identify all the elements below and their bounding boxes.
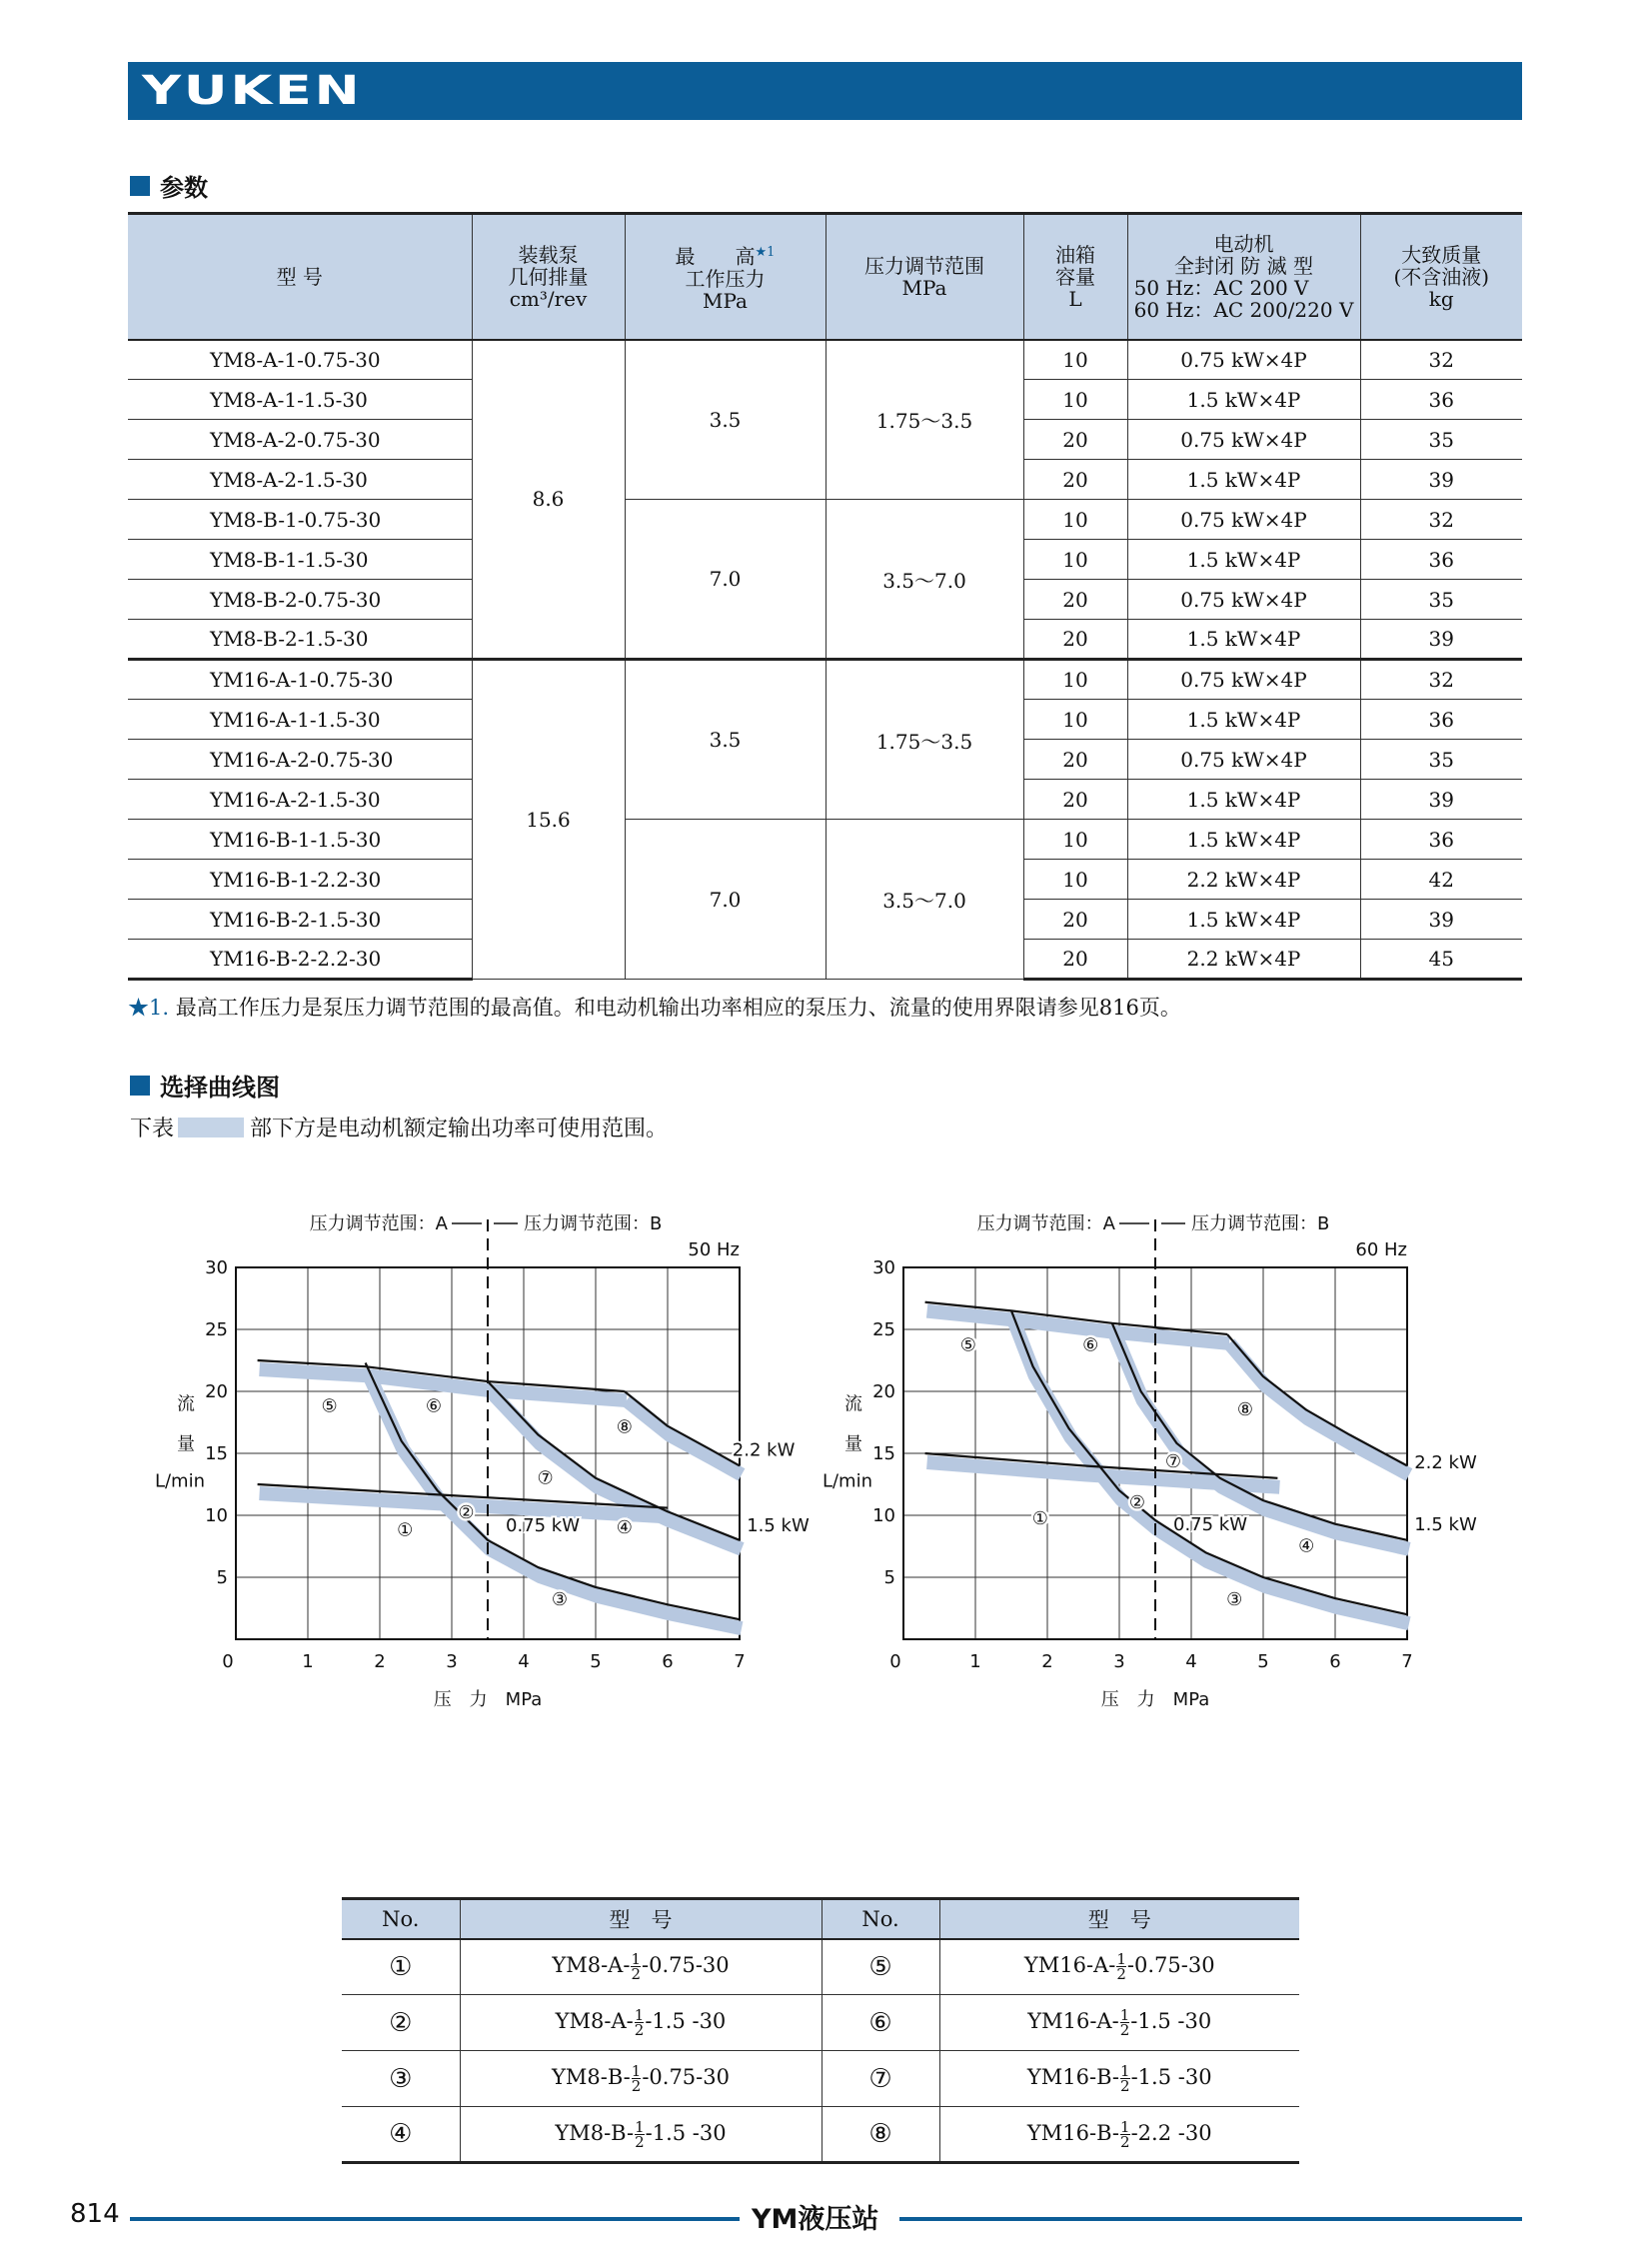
frequency-label: 50 Hz [688, 1239, 740, 1260]
y-tick-label: 30 [872, 1257, 895, 1278]
half-fraction [635, 2117, 645, 2151]
x-tick-label: 0 [222, 1651, 234, 1672]
model-cell: YM16-A-1-1.5-30 [128, 700, 472, 740]
model-cell: YM8-B-1-0.75-30 [128, 500, 472, 540]
legend-no-cell: ④ [342, 2107, 460, 2163]
spec-row [128, 340, 1522, 380]
legend-no-cell: ① [342, 1939, 460, 1995]
model-cell: YM16-B-1-1.5-30 [128, 820, 472, 860]
motor-cell: 2.2 kW×4P [1127, 860, 1360, 900]
motor-cell: 1.5 kW×4P [1127, 780, 1360, 820]
model-cell: YM16-B-1-2.2-30 [128, 860, 472, 900]
curve-marker: ③ [1226, 1588, 1243, 1610]
model-suffix: -1.5 -30 [645, 2009, 727, 2033]
mass-cell: 32 [1360, 340, 1522, 380]
curve-marker: ② [458, 1502, 475, 1524]
header-pump-disp-line1: 装载泵 [518, 242, 579, 267]
curve-marker: ④ [616, 1516, 633, 1538]
mass-cell: 39 [1360, 620, 1522, 660]
legend-header-model-2: 型 号 [939, 1899, 1299, 1939]
legend-no-cell: ② [342, 1995, 460, 2051]
model-cell: YM8-B-2-1.5-30 [128, 620, 472, 660]
x-tick-label: 5 [590, 1651, 602, 1672]
max-pressure-cell: 7.0 [625, 500, 826, 660]
curve-marker: ⑥ [1082, 1334, 1099, 1356]
chart-60hz-svg [816, 1179, 1515, 1859]
fraction-denominator: 2 [1120, 2077, 1130, 2095]
y-tick-label: 15 [205, 1443, 228, 1464]
y-tick-label: 5 [216, 1567, 228, 1588]
motor-cell: 0.75 kW×4P [1127, 500, 1360, 540]
y-tick-label: 5 [883, 1567, 895, 1588]
y-axis-label-2: 量 [844, 1433, 862, 1455]
x-tick-label: 1 [969, 1651, 981, 1672]
model-cell: YM16-A-1-0.75-30 [128, 660, 472, 700]
tank-cell: 20 [1023, 620, 1127, 660]
mass-cell: 35 [1360, 740, 1522, 780]
model-prefix: YM8-B- [555, 2120, 635, 2145]
fraction-denominator: 2 [631, 1965, 641, 1984]
fraction-numerator: 1 [1120, 2062, 1130, 2080]
y-tick-label: 30 [205, 1257, 228, 1278]
range-a-label: 压力调节范围：A [309, 1213, 448, 1234]
y-tick-label: 20 [872, 1381, 895, 1402]
y-tick-label: 10 [205, 1505, 228, 1526]
legend-model-cell [460, 1995, 822, 2051]
y-axis-label-3: L/min [822, 1470, 873, 1492]
model-suffix: -0.75-30 [642, 2065, 730, 2089]
power-annotation: 1.5 kW [1414, 1513, 1477, 1535]
y-axis-label-1: 流 [844, 1393, 862, 1415]
header-pump-disp [472, 214, 625, 340]
selection-section-heading [130, 1068, 280, 1103]
fraction-numerator: 1 [1119, 2006, 1130, 2024]
y-tick-label: 25 [205, 1319, 228, 1340]
y-tick-label: 20 [205, 1381, 228, 1402]
y-tick-label: 15 [872, 1443, 895, 1464]
mass-cell: 39 [1360, 900, 1522, 940]
fraction-denominator: 2 [631, 2077, 642, 2095]
x-tick-label: 7 [734, 1651, 746, 1672]
tank-cell: 20 [1023, 940, 1127, 980]
model-suffix: -1.5 -30 [1130, 2009, 1212, 2033]
header-mass-line1: 大致质量 [1401, 242, 1482, 267]
legend-model-cell [939, 2051, 1299, 2107]
model-suffix: -0.75-30 [641, 1953, 730, 1978]
header-adj-range-unit: MPa [901, 275, 947, 300]
tank-cell: 10 [1023, 860, 1127, 900]
motor-cell: 1.5 kW×4P [1127, 700, 1360, 740]
fraction-numerator: 1 [1120, 2117, 1130, 2136]
legend-row [342, 2051, 1299, 2107]
curve-band [627, 1400, 742, 1474]
tank-cell: 10 [1023, 660, 1127, 700]
motor-cell: 0.75 kW×4P [1127, 740, 1360, 780]
curve-marker: ⑦ [1164, 1451, 1182, 1473]
legend-no-cell: ⑦ [822, 2051, 939, 2107]
legend-row [342, 1995, 1299, 2051]
tank-cell: 20 [1023, 580, 1127, 620]
legend-model-cell [460, 1939, 822, 1995]
curve-band [1114, 1332, 1409, 1549]
model-suffix: -0.75-30 [1126, 1953, 1215, 1978]
y-axis-label-1: 流 [177, 1393, 195, 1415]
spec-row [128, 660, 1522, 700]
header-pump-disp-line2: 几何排量 [508, 264, 589, 289]
section-square-icon [130, 1076, 150, 1096]
fraction-denominator: 2 [1116, 1965, 1126, 1984]
model-prefix: YM16-A- [1023, 1953, 1116, 1978]
tank-cell: 20 [1023, 420, 1127, 460]
legend-row [342, 2107, 1299, 2163]
range-a-label: 压力调节范围：A [976, 1213, 1115, 1234]
curve-band [1229, 1343, 1409, 1474]
params-section-title: 参数 [160, 174, 208, 202]
model-cell: YM8-B-1-1.5-30 [128, 540, 472, 580]
params-section-heading [130, 168, 208, 203]
legend-header-model-1: 型 号 [460, 1899, 822, 1939]
motor-cell: 1.5 kW×4P [1127, 460, 1360, 500]
header-tank-line1: 油箱 [1055, 242, 1095, 267]
x-tick-label: 3 [1113, 1651, 1125, 1672]
fraction-numerator: 1 [631, 2062, 642, 2080]
footer-rule-right [899, 2217, 1522, 2221]
tank-cell: 10 [1023, 540, 1127, 580]
x-tick-label: 4 [1185, 1651, 1197, 1672]
header-tank [1023, 214, 1127, 340]
legend-header-no-1: No. [342, 1899, 460, 1939]
x-tick-label: 6 [662, 1651, 674, 1672]
fraction-numerator: 1 [634, 2006, 645, 2024]
x-tick-label: 0 [889, 1651, 901, 1672]
curve-marker: ⑤ [959, 1334, 976, 1356]
curve-marker: ② [1128, 1492, 1146, 1514]
power-annotation: 2.2 kW [732, 1439, 796, 1461]
legend-header-row [342, 1899, 1299, 1939]
x-tick-label: 3 [446, 1651, 458, 1672]
fraction-numerator: 1 [635, 2117, 645, 2136]
y-axis-label-2: 量 [177, 1433, 195, 1455]
mass-cell: 36 [1360, 380, 1522, 420]
motor-cell: 2.2 kW×4P [1127, 940, 1360, 980]
header-motor-voltages [1134, 277, 1354, 321]
legend-model-cell [460, 2051, 822, 2107]
header-max-pressure [625, 214, 826, 340]
header-tank-line2: 容量 [1055, 264, 1095, 289]
selection-note-after: 部下方是电动机额定输出功率可使用范围。 [250, 1117, 669, 1141]
motor-cell: 0.75 kW×4P [1127, 660, 1360, 700]
power-annotation: 2.2 kW [1414, 1451, 1477, 1473]
half-fraction [1120, 2064, 1130, 2093]
curve-marker: ⑧ [616, 1416, 633, 1438]
header-model: 型 号 [128, 214, 472, 340]
model-prefix: YM8-A- [555, 2009, 634, 2033]
tank-cell: 10 [1023, 500, 1127, 540]
model-cell: YM8-A-1-1.5-30 [128, 380, 472, 420]
fraction-denominator: 2 [634, 2021, 645, 2039]
selection-note-before: 下表 [130, 1117, 175, 1141]
mass-cell: 39 [1360, 780, 1522, 820]
fraction-denominator: 2 [635, 2132, 645, 2151]
x-tick-label: 2 [1041, 1651, 1053, 1672]
header-adj-range-line1: 压力调节范围 [864, 253, 984, 278]
section-square-icon [130, 176, 150, 196]
legend-model-cell [939, 2107, 1299, 2163]
header-adj-range [826, 214, 1023, 340]
mass-cell: 45 [1360, 940, 1522, 980]
fraction-numerator: 1 [1116, 1950, 1126, 1969]
curve-marker: ③ [551, 1588, 569, 1610]
x-tick-label: 2 [374, 1651, 386, 1672]
mass-cell: 32 [1360, 660, 1522, 700]
power-annotation: 0.75 kW [506, 1515, 581, 1537]
power-annotation: 1.5 kW [747, 1515, 810, 1537]
legend-no-cell: ⑧ [822, 2107, 939, 2163]
footnote-star-mark: ★1 [755, 244, 776, 260]
header-max-pressure-line2: 工作压力 [685, 266, 766, 291]
legend-no-cell: ③ [342, 2051, 460, 2107]
model-cell: YM8-A-1-0.75-30 [128, 340, 472, 380]
mass-cell: 39 [1360, 460, 1522, 500]
tank-cell: 20 [1023, 900, 1127, 940]
header-motor-60hz: 60 Hz：AC 200/220 V [1133, 297, 1354, 322]
selection-chart-50hz [148, 1179, 847, 1859]
legend-no-cell: ⑤ [822, 1939, 939, 1995]
legend-model-cell [460, 2107, 822, 2163]
band-swatch [178, 1118, 244, 1137]
header-motor [1127, 214, 1360, 340]
header-max-pressure-unit: MPa [703, 288, 748, 313]
curve-marker: ⑦ [537, 1467, 554, 1489]
header-pump-disp-unit: cm³/rev [509, 286, 588, 311]
spec-row [128, 500, 1522, 540]
spec-table-body [128, 340, 1522, 980]
legend-table [342, 1897, 1299, 2164]
chart-50hz-svg [148, 1179, 847, 1859]
model-cell: YM8-A-2-0.75-30 [128, 420, 472, 460]
model-prefix: YM16-A- [1027, 2009, 1119, 2033]
header-mass-unit: kg [1428, 286, 1454, 311]
model-suffix: -1.5 -30 [1130, 2065, 1212, 2089]
range-b-label: 压力调节范围：B [1191, 1213, 1330, 1234]
half-fraction [635, 2008, 645, 2037]
footer-title: YM液压站 [752, 2204, 879, 2235]
motor-cell: 0.75 kW×4P [1127, 340, 1360, 380]
motor-cell: 1.5 kW×4P [1127, 620, 1360, 660]
tank-cell: 20 [1023, 460, 1127, 500]
fraction-denominator: 2 [1119, 2021, 1130, 2039]
motor-cell: 0.75 kW×4P [1127, 420, 1360, 460]
adj-range-cell: 1.75～3.5 [826, 340, 1023, 500]
tank-cell: 10 [1023, 820, 1127, 860]
pump-disp-cell: 15.6 [472, 660, 625, 980]
adj-range-cell: 3.5～7.0 [826, 820, 1023, 980]
tank-cell: 10 [1023, 340, 1127, 380]
footnote-mark: ★1. [128, 996, 170, 1020]
mass-cell: 32 [1360, 500, 1522, 540]
model-prefix: YM16-B- [1026, 2065, 1120, 2089]
y-tick-label: 10 [872, 1505, 895, 1526]
curve-marker: ④ [1298, 1535, 1315, 1557]
legend-model-cell [939, 1995, 1299, 2051]
spec-table [128, 212, 1522, 981]
model-cell: YM8-B-2-0.75-30 [128, 580, 472, 620]
header-motor-line1: 电动机 [1213, 231, 1274, 256]
mass-cell: 36 [1360, 540, 1522, 580]
mass-cell: 35 [1360, 420, 1522, 460]
fraction-numerator: 1 [631, 1950, 641, 1969]
x-axis-label: 压 力 MPa [1100, 1689, 1210, 1710]
half-fraction [1116, 1950, 1126, 1984]
model-cell: YM16-A-2-0.75-30 [128, 740, 472, 780]
footer-rule-left [130, 2217, 740, 2221]
y-axis-label-3: L/min [154, 1470, 206, 1492]
mass-cell: 36 [1360, 820, 1522, 860]
header-motor-line2: 全封闭 防 滅 型 [1173, 253, 1314, 278]
spec-table-header-row [128, 214, 1522, 340]
motor-cell: 0.75 kW×4P [1127, 580, 1360, 620]
motor-cell: 1.5 kW×4P [1127, 820, 1360, 860]
footnote-text: 最高工作压力是泵压力调节范围的最高值。和电动机输出功率相应的泵压力、流量的使用界限请参见816页。 [175, 996, 1181, 1020]
yuken-logo: YUKEN [142, 68, 363, 114]
model-suffix: -2.2 -30 [1130, 2120, 1212, 2145]
header-tank-unit: L [1068, 286, 1082, 311]
half-fraction [1120, 2117, 1130, 2151]
curve-line [1227, 1334, 1407, 1465]
curve-marker: ⑥ [425, 1395, 443, 1417]
tank-cell: 20 [1023, 740, 1127, 780]
header-mass-line2: (不含油液) [1393, 264, 1490, 289]
model-prefix: YM8-A- [552, 1953, 631, 1978]
max-pressure-cell: 7.0 [625, 820, 826, 980]
curve-marker: ① [1031, 1508, 1048, 1530]
curve-marker: ① [397, 1519, 414, 1541]
model-cell: YM8-A-2-1.5-30 [128, 460, 472, 500]
motor-cell: 1.5 kW×4P [1127, 540, 1360, 580]
model-cell: YM16-B-2-2.2-30 [128, 940, 472, 980]
adj-range-cell: 3.5～7.0 [826, 500, 1023, 660]
x-tick-label: 4 [518, 1651, 530, 1672]
tank-cell: 10 [1023, 380, 1127, 420]
curve-band [260, 1369, 627, 1400]
legend-model-cell [939, 1939, 1299, 1995]
model-cell: YM16-A-2-1.5-30 [128, 780, 472, 820]
motor-cell: 1.5 kW×4P [1127, 380, 1360, 420]
half-fraction [1120, 2008, 1130, 2037]
y-tick-label: 25 [872, 1319, 895, 1340]
model-cell: YM16-B-2-1.5-30 [128, 900, 472, 940]
frequency-label: 60 Hz [1355, 1239, 1407, 1260]
pump-disp-cell: 8.6 [472, 340, 625, 660]
page-number: 814 [70, 2199, 120, 2229]
range-b-label: 压力调节范围：B [524, 1213, 663, 1234]
legend-row [342, 1939, 1299, 1995]
motor-cell: 1.5 kW×4P [1127, 900, 1360, 940]
footnote [128, 992, 1181, 1022]
max-pressure-cell: 3.5 [625, 340, 826, 500]
x-tick-label: 5 [1257, 1651, 1269, 1672]
x-tick-label: 1 [302, 1651, 314, 1672]
half-fraction [631, 1950, 641, 1984]
x-axis-label: 压 力 MPa [433, 1689, 543, 1710]
half-fraction [632, 2064, 642, 2093]
model-suffix: -1.5 -30 [645, 2120, 727, 2145]
header-motor-50hz: 50 Hz：AC 200 V [1133, 275, 1309, 300]
header-mass [1360, 214, 1522, 340]
mass-cell: 35 [1360, 580, 1522, 620]
spec-row [128, 820, 1522, 860]
legend-table-body [342, 1939, 1299, 2163]
selection-section-title: 选择曲线图 [160, 1074, 280, 1102]
power-annotation: 0.75 kW [1173, 1513, 1248, 1535]
curve-marker: ⑧ [1236, 1399, 1254, 1421]
max-pressure-cell: 3.5 [625, 660, 826, 820]
curve-line [625, 1391, 740, 1465]
x-tick-label: 6 [1329, 1651, 1341, 1672]
mass-cell: 36 [1360, 700, 1522, 740]
tank-cell: 20 [1023, 780, 1127, 820]
header-max-pressure-line1: 最 高 [675, 244, 756, 269]
legend-no-cell: ⑥ [822, 1995, 939, 2051]
curve-marker: ⑤ [321, 1395, 338, 1417]
fraction-denominator: 2 [1120, 2132, 1130, 2151]
model-prefix: YM16-B- [1026, 2120, 1120, 2145]
tank-cell: 10 [1023, 700, 1127, 740]
selection-chart-60hz [816, 1179, 1515, 1859]
selection-note [130, 1112, 668, 1142]
legend-header-no-2: No. [822, 1899, 939, 1939]
model-prefix: YM8-B- [552, 2065, 631, 2089]
mass-cell: 42 [1360, 860, 1522, 900]
x-tick-label: 7 [1401, 1651, 1413, 1672]
adj-range-cell: 1.75～3.5 [826, 660, 1023, 820]
